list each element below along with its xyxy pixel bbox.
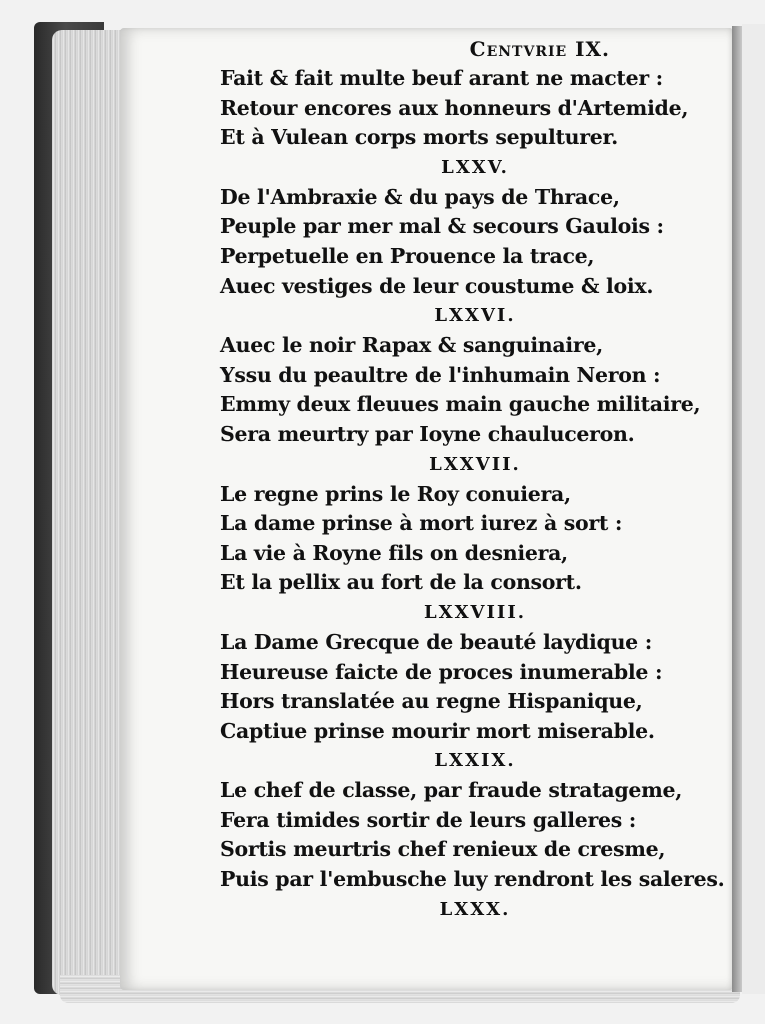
- quatrain-number: LXXV.: [441, 156, 509, 178]
- verse-line: Le regne prins le Roy conuiera,: [220, 481, 571, 506]
- verse-line: Le chef de classe, par fraude stratageme,: [220, 778, 683, 803]
- facing-page-edge: [742, 24, 765, 994]
- verse-line: Perpetuelle en Prouence la trace,: [220, 243, 595, 268]
- verse-line: La Dame Grecque de beauté laydique :: [220, 629, 653, 654]
- running-head: Centvrie IX.: [469, 37, 610, 61]
- quatrain-block: [220, 598, 710, 746]
- verse-line: Hors translatée au regne Hispanique,: [220, 689, 643, 714]
- verse-line: Sortis meurtris chef renieux de cresme,: [220, 837, 666, 862]
- verse-line: Puis par l'embusche luy rendront les saleres.: [220, 867, 725, 892]
- verse-line: Retour encores aux honneurs d'Artemide,: [220, 95, 689, 120]
- verse-line: De l'Ambraxie & du pays de Thrace,: [220, 184, 620, 209]
- quatrain-number: LXXIX.: [434, 750, 516, 772]
- quatrain-number: LXXVI.: [434, 305, 516, 327]
- quatrain-block: [220, 153, 710, 301]
- quatrain-block: [220, 450, 710, 598]
- quatrain-block: [220, 895, 710, 925]
- quatrain-number: LXXX.: [439, 898, 511, 920]
- verse-line: Et à Vulean corps morts sepulturer.: [220, 125, 618, 150]
- verse-line: La dame prinse à mort iurez à sort :: [220, 511, 623, 536]
- verse-line: Auec vestiges de leur coustume & loix.: [220, 273, 654, 298]
- gutter: [732, 26, 742, 992]
- quatrain-number: LXXVIII.: [423, 601, 527, 623]
- verse-line: La vie à Royne fils on desniera,: [220, 540, 568, 565]
- quatrain-number: LXXVII.: [429, 453, 521, 475]
- verse-line: Fera timides sortir de leurs galleres :: [220, 807, 637, 832]
- verse-line: Heureuse faicte de proces inumerable :: [220, 659, 663, 684]
- verse-line: Sera meurtry par Ioyne chauluceron.: [220, 421, 635, 446]
- quatrain-block: [220, 301, 710, 449]
- quatrain-block: [220, 64, 710, 153]
- verse-line: Peuple par mer mal & secours Gaulois :: [220, 214, 664, 239]
- verse-line: Emmy deux fleuues main gauche militaire,: [220, 392, 701, 417]
- quatrain-block: [220, 746, 725, 894]
- verse-line: Auec le noir Rapax & sanguinaire,: [220, 333, 603, 358]
- verse-line: Fait & fait multe beuf arant ne macter :: [220, 66, 663, 90]
- verse-line: Captiue prinse mourir mort miserable.: [220, 718, 655, 743]
- page-text: [220, 34, 725, 925]
- verse-line: Et la pellix au fort de la consort.: [220, 570, 582, 595]
- verse-line: Yssu du peaultre de l'inhumain Neron :: [220, 362, 661, 387]
